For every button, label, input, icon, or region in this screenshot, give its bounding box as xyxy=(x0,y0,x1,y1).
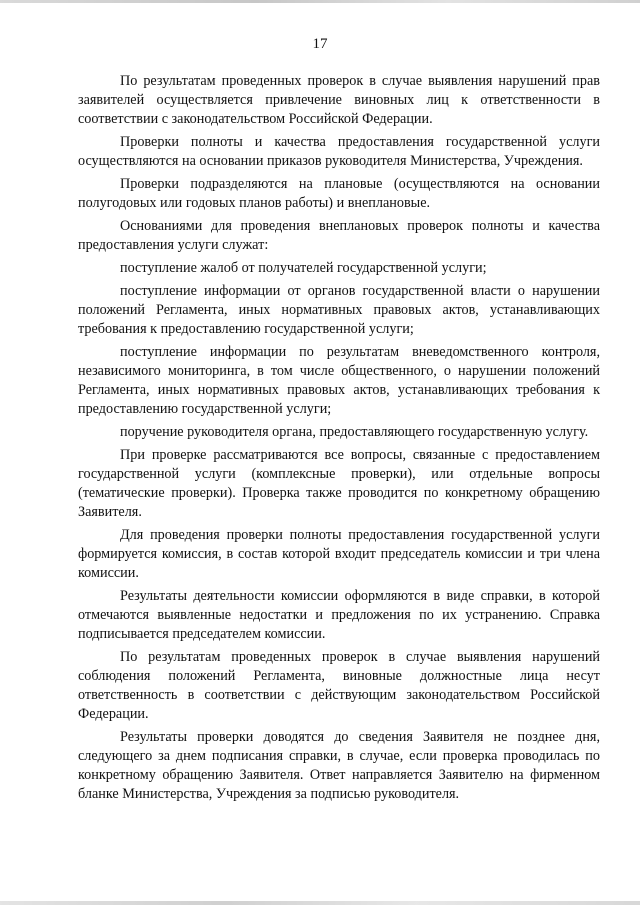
paragraph: Основаниями для проведения внеплановых проверок полноты и качества предоставления услуги служат: xyxy=(78,218,600,253)
paragraph: Проверки полноты и качества предоставления государственной услуги осуществляются на основании приказов руководителя Министерства, Учреждения. xyxy=(78,134,600,169)
list-item: поручение руководителя органа, предоставляющего государственную услугу. xyxy=(120,424,589,440)
paragraph: По результатам проведенных проверок в случае выявления нарушений соблюдения положений Регламента, виновные должностные лица несут ответственность в соответствии с действующим законодательством Российской Федерации. xyxy=(78,649,600,722)
paragraph: Результаты проверки доводятся до сведения Заявителя не позднее дня, следующего за днем подписания справки, в случае, если проверка проводилась по конкретному обращению Заявителя. Ответ направляется Заявителю на фирменном бланке Министерства, Учреждения за подписью руководителя. xyxy=(78,729,600,802)
paragraph: При проверке рассматриваются все вопросы, связанные с предоставлением государственной услуги (комплексные проверки), или отдельные вопросы (тематические проверки). Проверка также проводится по конкретному обращению Заявителя. xyxy=(78,447,600,520)
list-item: поступление жалоб от получателей государственной услуги; xyxy=(120,260,487,276)
list-item: поступление информации по результатам вневедомственного контроля, независимого мониторинга, в том числе общественного, о нарушении положений Регламента, иных нормативных правовых актов, устанавливающих требования к предоставлению государственной услуги; xyxy=(78,344,600,417)
scan-edge-bottom xyxy=(0,901,640,905)
page-number: 17 xyxy=(312,36,328,52)
paragraph: Результаты деятельности комиссии оформляются в виде справки, в которой отмечаются выявленные недостатки и предложения по их устранению. Справка подписывается председателем комиссии. xyxy=(78,588,600,642)
paragraph: Для проведения проверки полноты предоставления государственной услуги формируется комиссия, в состав которой входит председатель комиссии и три члена комиссии. xyxy=(78,527,600,581)
scan-edge-top xyxy=(0,0,640,3)
paragraph: По результатам проведенных проверок в случае выявления нарушений прав заявителей осуществляется привлечение виновных лиц к ответственности в соответствии с законодательством Российской Федерации. xyxy=(78,73,600,127)
paragraph: Проверки подразделяются на плановые (осуществляются на основании полугодовых или годовых планов работы) и внеплановые. xyxy=(78,176,600,211)
list-item: поступление информации от органов государственной власти о нарушении положений Регламента, иных нормативных правовых актов, устанавливающих требования к предоставлению государственной услуги; xyxy=(78,283,600,337)
document-body xyxy=(78,72,600,808)
